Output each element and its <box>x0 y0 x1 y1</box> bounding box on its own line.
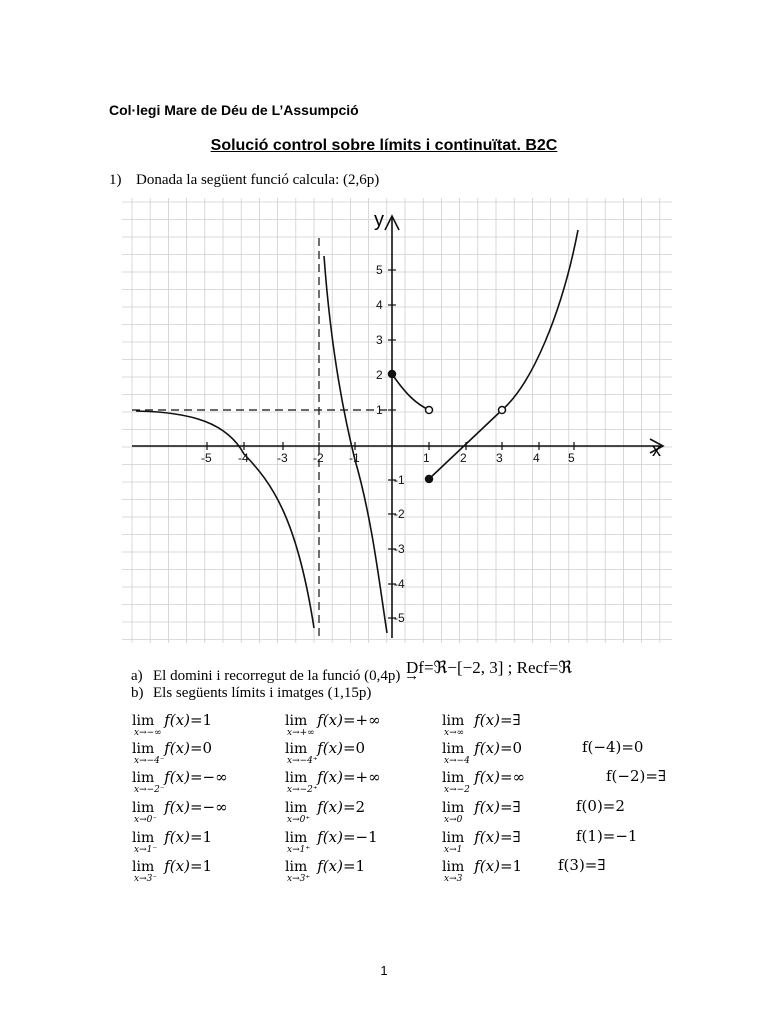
limit-result: =−∞ <box>189 768 228 786</box>
x-tick-label: -5 <box>201 451 212 465</box>
x-tick-label: -1 <box>349 451 360 465</box>
lim-word: lim <box>442 800 465 816</box>
x-tick-label: 2 <box>460 451 467 465</box>
function-image-value: f(0)=2 <box>576 797 625 815</box>
limit-expression <box>285 797 366 825</box>
function-image-value: f(3)=∃ <box>558 856 606 874</box>
lim-word: lim <box>442 741 465 757</box>
x-tick-label: 4 <box>533 451 540 465</box>
x-tick-label: 5 <box>568 451 575 465</box>
limit-subscript: x→−∞ <box>134 728 162 738</box>
limit-value: f(x)=+∞ <box>317 711 381 729</box>
lim-word: lim <box>442 830 465 846</box>
x-tick-label: -3 <box>277 451 288 465</box>
limit-result: =1 <box>499 857 523 875</box>
y-tick-label: -1 <box>394 473 405 487</box>
lim-word: lim <box>285 770 308 786</box>
limit-subscript: x→−2⁺ <box>287 785 318 795</box>
limit-result: =1 <box>189 857 213 875</box>
segment-one-to-three <box>429 410 502 479</box>
x-tick-label: 3 <box>496 451 503 465</box>
y-tick-label: -3 <box>394 542 405 556</box>
lim-word: lim <box>132 770 155 786</box>
limit-subscript: x→1⁺ <box>287 845 311 855</box>
y-tick-label: 5 <box>376 263 383 277</box>
limit-result: =2 <box>342 798 366 816</box>
lim-word: lim <box>285 830 308 846</box>
y-tick-label: 2 <box>376 368 383 382</box>
y-tick-label: 1 <box>376 403 383 417</box>
open-point-3-1 <box>499 407 506 414</box>
lim-word: lim <box>132 741 155 757</box>
limit-value: f(x)=1 <box>164 711 213 729</box>
question-number: 1) <box>109 172 122 188</box>
limit-expression <box>285 710 381 738</box>
limit-subscript: x→−4⁺ <box>287 756 318 766</box>
limit-subscript: x→0⁻ <box>134 815 158 825</box>
limit-value: f(x)=+∞ <box>317 768 381 786</box>
domain-range-answer <box>406 658 572 678</box>
y-axis-label: y <box>374 209 384 231</box>
limit-value: f(x)=0 <box>164 739 213 757</box>
limit-subscript: x→0⁺ <box>287 815 311 825</box>
tick-labels <box>201 263 575 625</box>
limit-expression <box>285 856 366 884</box>
limit-expression <box>442 827 521 855</box>
function-image-value: f(1)=−1 <box>576 827 638 845</box>
dashed-guides <box>132 238 392 638</box>
question-text: Donada la següent funció calcula: (2,6p) <box>136 172 380 188</box>
limit-expression <box>285 738 366 766</box>
function-graph <box>122 198 672 643</box>
limit-result: =0 <box>499 739 523 757</box>
part-a-text: El domini i recorregut de la funció (0,4p) → <box>153 668 420 684</box>
limit-value: f(x)=1 <box>164 828 213 846</box>
limit-subscript: x→−2 <box>444 785 470 795</box>
lim-word: lim <box>442 859 465 875</box>
x-axis-label: x <box>652 440 661 460</box>
part-b-label: b) <box>131 685 144 701</box>
domain-answer: Df=ℜ−[−2, 3] <box>406 658 504 677</box>
limit-expression <box>442 738 523 766</box>
limit-value: f(x)=−∞ <box>164 768 228 786</box>
limit-result: =0 <box>342 739 366 757</box>
part-a-label: a) <box>131 668 143 684</box>
limit-value: f(x)=∞ <box>474 768 526 786</box>
limit-subscript: x→1⁻ <box>134 845 158 855</box>
limit-result: =∃ <box>499 828 521 846</box>
limit-value: f(x)=1 <box>474 857 523 875</box>
part-b <box>131 685 371 702</box>
x-tick-label: -4 <box>238 451 249 465</box>
limit-subscript: x→0 <box>444 815 463 825</box>
limit-expression <box>132 710 213 738</box>
lim-word: lim <box>442 770 465 786</box>
limit-value: f(x)=0 <box>474 739 523 757</box>
limit-value: f(x)=−1 <box>317 828 378 846</box>
part-b-text: Els següents límits i imatges (1,15p) <box>153 685 372 701</box>
lim-word: lim <box>285 800 308 816</box>
lim-word: lim <box>442 713 465 729</box>
answer-separator: ; <box>503 658 517 677</box>
limit-expression <box>442 710 521 738</box>
limit-subscript: x→3⁺ <box>287 874 311 884</box>
y-tick-label: -4 <box>394 577 405 591</box>
limit-subscript: x→∞ <box>444 728 465 738</box>
x-tick-label: 1 <box>423 451 430 465</box>
limit-expression <box>132 767 228 795</box>
limit-expression <box>442 767 526 795</box>
limit-subscript: x→1 <box>444 845 463 855</box>
limit-result: =1 <box>342 857 366 875</box>
limit-expression <box>442 856 523 884</box>
limit-value: f(x)=∃ <box>474 828 521 846</box>
closed-point-0-2 <box>389 371 396 378</box>
limit-subscript: x→3⁻ <box>134 874 158 884</box>
limit-subscript: x→3 <box>444 874 463 884</box>
school-name: Col·legi Mare de Déu de L’Assumpció <box>109 102 359 118</box>
limit-expression <box>132 827 213 855</box>
limit-subscript: x→−4⁻ <box>134 756 165 766</box>
limit-expression <box>442 797 521 825</box>
curve-right-branch <box>502 230 578 410</box>
y-tick-label: 4 <box>376 298 383 312</box>
limit-result: =−1 <box>342 828 378 846</box>
part-a <box>131 668 419 685</box>
page-title: Solució control sobre límits i continuïtat. B2C <box>210 137 558 154</box>
function-image-value: f(−2)=∃ <box>606 767 667 785</box>
x-tick-label: -2 <box>313 451 324 465</box>
lim-word: lim <box>285 859 308 875</box>
limit-value: f(x)=0 <box>317 739 366 757</box>
axes <box>132 216 663 638</box>
limit-result: =1 <box>189 828 213 846</box>
limit-result: =+∞ <box>342 711 381 729</box>
limit-result: =−∞ <box>189 798 228 816</box>
limit-value: f(x)=∃ <box>474 798 521 816</box>
lim-word: lim <box>132 830 155 846</box>
limit-subscript: x→−4 <box>444 756 470 766</box>
lim-word: lim <box>132 713 155 729</box>
limit-value: f(x)=1 <box>164 857 213 875</box>
lim-word: lim <box>132 800 155 816</box>
limit-subscript: x→+∞ <box>287 728 315 738</box>
limit-result: =∞ <box>499 768 526 786</box>
limit-subscript: x→−2⁻ <box>134 785 165 795</box>
limit-expression <box>285 767 381 795</box>
limit-result: =0 <box>189 739 213 757</box>
y-tick-label: -2 <box>394 507 405 521</box>
limit-value: f(x)=∃ <box>474 711 521 729</box>
curves <box>136 230 578 633</box>
y-tick-label: -5 <box>394 611 405 625</box>
points <box>389 371 506 483</box>
limit-result: =+∞ <box>342 768 381 786</box>
limit-value: f(x)=−∞ <box>164 798 228 816</box>
limit-value: f(x)=2 <box>317 798 366 816</box>
curve-left-branch <box>136 411 314 628</box>
open-point-1-1 <box>426 407 433 414</box>
limit-result: =∃ <box>499 711 521 729</box>
limit-expression <box>132 856 213 884</box>
range-answer: Recf=ℜ <box>516 658 573 677</box>
limit-value: f(x)=1 <box>317 857 366 875</box>
function-image-value: f(−4)=0 <box>582 738 644 756</box>
limit-expression <box>132 797 228 825</box>
limit-result: =∃ <box>499 798 521 816</box>
limit-result: =1 <box>189 711 213 729</box>
page-number: 1 <box>380 963 388 978</box>
lim-word: lim <box>285 741 308 757</box>
closed-point-1-minus-1 <box>426 476 433 483</box>
limit-expression <box>132 738 213 766</box>
limit-expression <box>285 827 378 855</box>
y-tick-label: 3 <box>376 333 383 347</box>
lim-word: lim <box>285 713 308 729</box>
lim-word: lim <box>132 859 155 875</box>
question-1 <box>109 172 379 189</box>
